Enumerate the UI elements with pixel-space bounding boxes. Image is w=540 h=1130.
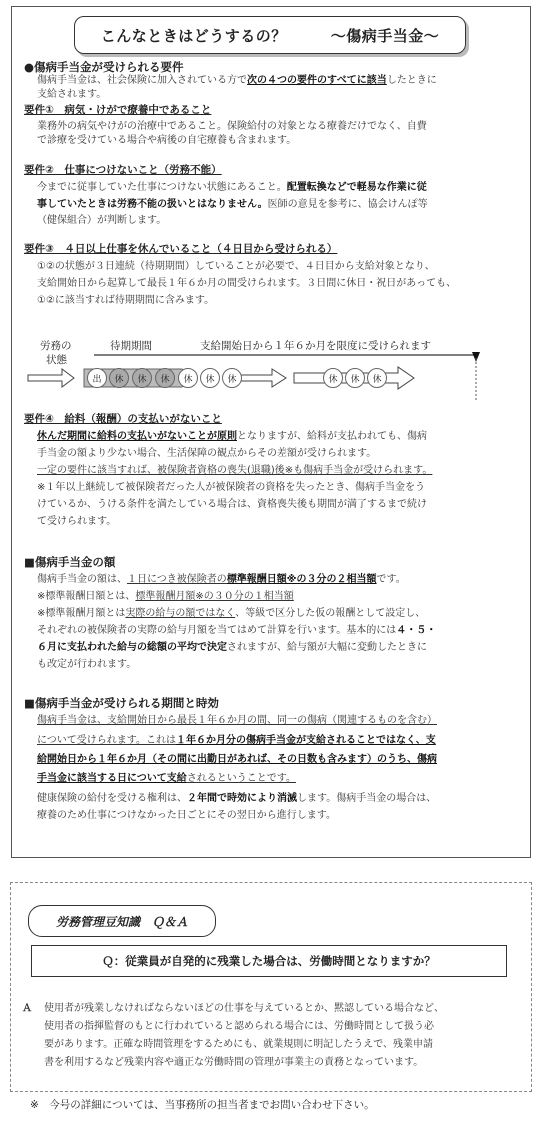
answer-line-1: 使用者が残業しなければならないほどの仕事を与えているとか、黙認している場合など、 [44,1003,444,1014]
waiting-period-label: 待期期間 [110,340,152,352]
day-rest-4: 休 [323,368,343,388]
requirement-2-line-1: 今までに従事していた仕事につけない状態にあること。配置転換などで軽易な作業に従 [37,182,427,193]
period-line-4: 手当金に該当する日について支給されるということです。 [37,773,297,784]
period-heading: ■傷病手当金が受けられる期間と時効 [24,696,219,710]
timeline-arrow-start [28,369,74,387]
amount-line-1: 傷病手当金の額は、１日につき被保険者の標準報酬日額※の３分の２相当額です。 [37,574,406,585]
period-line-2: について受けられます。これは１年６か月分の傷病手当金が支給されることではなく、支 [37,735,436,746]
day-waiting-3: 休 [155,368,175,388]
qa-title: 労務管理豆知識 Ｑ＆Ａ [28,905,216,937]
requirements-heading: ●傷病手当金が受けられる要件 [24,60,184,74]
amount-line-2: ※標準報酬日額とは、標準報酬月額※の３０分の１相当額 [37,591,294,602]
day-work: 出 [87,368,107,388]
requirement-4-line-2: 手当金の額より少ない場合、生活保障の観点からその差額が受けられます。 [37,448,377,459]
answer-line-2: 使用者の指揮監督のもとに行われていると認められる場合には、労働時間として扱う必 [44,1021,434,1032]
period-line-3: 給開始日から１年６か月（その間に出勤日があれば、その日数も含みます）のうち、傷病 [37,754,437,765]
day-rest-6: 休 [367,368,387,388]
requirement-3-title: 要件③ ４日以上仕事を休んでいること（４日目から受けられる） [24,243,338,255]
requirement-4-title: 要件④ 給料（報酬）の支払いがないこと [24,413,222,425]
requirement-4-line-4: ※１年以上継続して被保険者だった人が被保険者の資格を失ったとき、傷病手当金をう [37,482,425,493]
requirement-3-line-1: ①②の状態が３日連続（待期期間）していることが必要で、４日目から支給対象となり、 [37,261,435,272]
period-end-marker [472,352,480,362]
requirement-2-line-2: 事していたときは労務不能の扱いとはなりません。医師の意見を参考に、協会けんぽ等 [37,199,428,210]
requirement-1-line-2: で診療を受けている場合や病後の自宅療養も含まれます。 [37,135,297,146]
day-rest-5: 休 [345,368,365,388]
answer-mark: Ａ [22,1003,32,1014]
amount-line-3: ※標準報酬月額とは実際の給与の額ではなく、等級で区分した仮の報酬として設定し、 [37,608,426,619]
day-waiting-1: 休 [109,368,129,388]
requirement-2-line-3: （健保組合）が判断します。 [37,215,167,226]
answer-line-3: 要があります。正確な時間管理をするためにも、就業規則に明記したうえで、残業申請 [44,1039,433,1050]
payment-period-label: 支給開始日から１年６か月を限度に受けられます [200,340,431,352]
requirement-1-title: 要件① 病気・けがで療養中であること [24,104,212,116]
requirement-4-line-3: 一定の要件に該当すれば、被保険者資格の喪失(退職)後※も傷病手当金が受けられます。 [37,465,433,476]
requirement-1-line-1: 業務外の病気やけがの治療中であること。保険給付の対象となる療養だけでなく、自費 [37,121,427,132]
timeline-arrow-mid [238,369,286,387]
day-rest-2: 休 [200,368,220,388]
title-subtitle: ～傷病手当金～ [330,26,440,45]
diagram-label-2: 状態 [46,354,67,366]
period-line-6: 療養のため仕事につけなかった日ごとにその翌日から進行します。 [37,810,336,821]
answer-line-4: 書を利用するなど残業内容や適正な労働時間の管理が事業主の責務となっています。 [44,1057,424,1068]
requirement-3-line-2: 支給開始日から起算して最長１年６か月の間受けられます。３日間に休日・祝日があっても、 [37,278,457,289]
footer-note: ※ 今号の詳細については、当事務所の担当者までお問い合わせ下さい。 [30,1099,375,1111]
amount-line-4: それぞれの被保険者の実際の給与月額を当てはめて計算を行います。基本的には４・５・ [37,625,437,636]
amount-heading: ■傷病手当金の額 [24,555,116,569]
intro-line-1: 傷病手当金は、社会保険に加入されている方で次の４つの要件のすべてに該当したときに [37,75,437,86]
day-rest-1: 休 [178,368,198,388]
intro-line-2: 支給されます。 [37,89,107,100]
requirement-3-line-3: ①②に該当すれば待期期間に含みます。 [37,295,215,306]
amount-line-6: も改定が行われます。 [37,659,137,670]
title-text: こんなときはどうするの？ [100,26,287,45]
amount-line-5: ６月に支払われた給与の総額の平均で決定されますが、給与額が大幅に変動したときに [37,642,427,653]
requirement-2-title: 要件② 仕事につけないこと（労務不能） [24,164,222,176]
page-title [74,16,466,54]
qa-question: Ｑ：従業員が自発的に残業した場合は、労働時間となりますか？ [31,945,507,977]
diagram-label-1: 労務の [40,340,72,352]
requirement-4-line-1: 休んだ期間に給料の支払いがないことが原則となりますが、給料が支払われても、傷病 [37,431,427,442]
day-rest-3: 休 [222,368,242,388]
requirement-4-line-6: て受けられます。 [37,516,117,527]
period-line-1: 傷病手当金は、支給開始日から最長１年６か月の間、同一の傷病（関連するものを含む） [37,715,437,726]
requirement-4-line-5: けているか、うける条件を満たしている場合は、資格喪失後も期間が満了するまで続け [37,499,427,510]
day-waiting-2: 休 [132,368,152,388]
period-line-5: 健康保険の給付を受ける権利は、２年間で時効により消滅します。傷病手当金の場合は、 [37,793,437,804]
